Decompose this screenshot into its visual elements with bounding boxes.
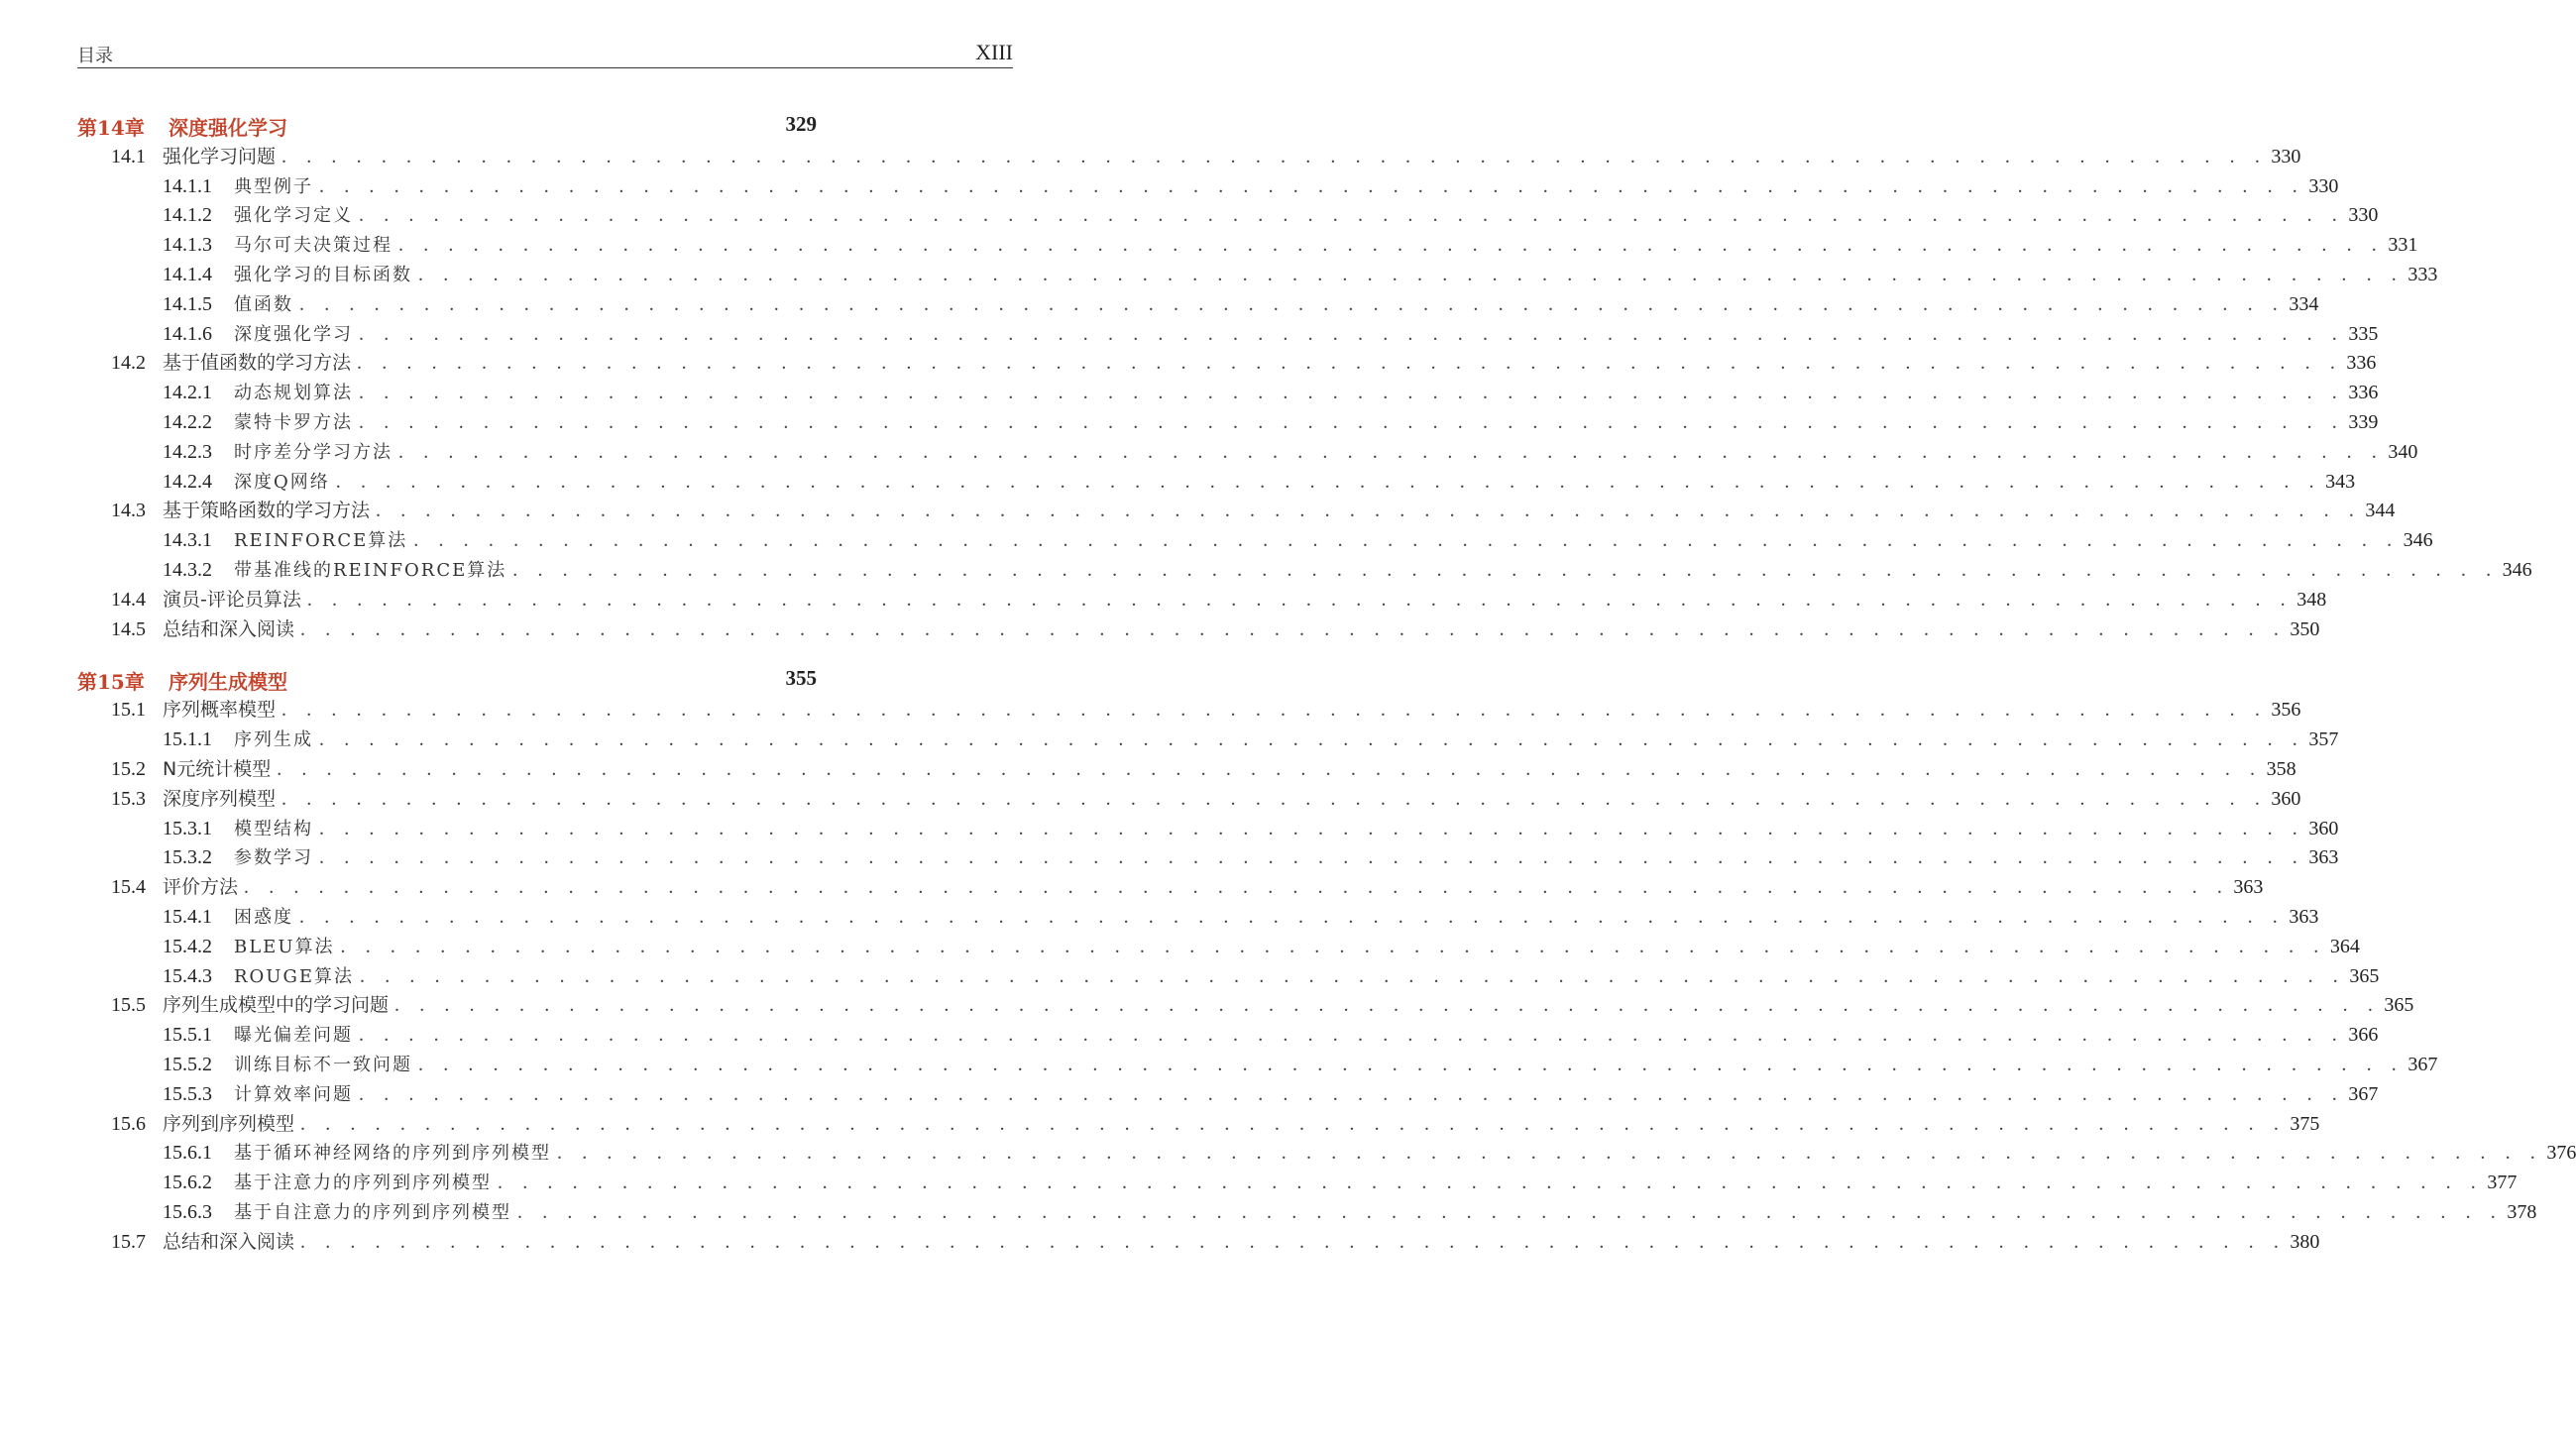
entry-page-number: 330 [2308, 174, 2339, 197]
dot-leader: . . . . . . . . . . . . . . . . . . . . . . . . . . . . . . . . . . . . . . . . . . . . . . . . . . . . . . . . . . . . . . . . . . . . . . . . . . . . . . . . [418, 1053, 2405, 1075]
dot-leader: . . . . . . . . . . . . . . . . . . . . . . . . . . . . . . . . . . . . . . . . . . . . . . . . . . . . . . . . . . . . . . . . . . . . . . . . . . . . . . . . [376, 500, 2362, 522]
dot-leader: . . . . . . . . . . . . . . . . . . . . . . . . . . . . . . . . . . . . . . . . . . . . . . . . . . . . . . . . . . . . . . . . . . . . . . . . . . . . . . . . [359, 410, 2345, 433]
entry-page-number: 365 [2349, 964, 2380, 987]
entry-number: 15.2 [111, 757, 146, 780]
chapter-gap [77, 641, 817, 663]
entry-page-number: 336 [2348, 382, 2379, 404]
dot-leader: . . . . . . . . . . . . . . . . . . . . . . . . . . . . . . . . . . . . . . . . . . . . . . . . . . . . . . . . . . . . . . . . . . . . . . . . . . . . . . . . [300, 1230, 2287, 1253]
entry-page-number: 358 [2266, 757, 2296, 780]
entry-title: 计算效率问题 [234, 1083, 353, 1105]
toc-section-entry[interactable] [77, 869, 2264, 899]
table-of-contents [77, 109, 2576, 1254]
entry-page-number: 363 [2289, 905, 2319, 928]
entry-page-number: 357 [2308, 728, 2339, 751]
entry-number: 14.3.1 [163, 529, 212, 552]
dot-leader: . . . . . . . . . . . . . . . . . . . . . . . . . . . . . . . . . . . . . . . . . . . . . . . . . . . . . . . . . . . . . . . . . . . . . . . . . . . . . . . . [335, 470, 2322, 493]
entry-title: 基于自注意力的序列到序列模型 [234, 1201, 511, 1223]
entry-page-number: 360 [2271, 787, 2301, 810]
dot-leader: . . . . . . . . . . . . . . . . . . . . . . . . . . . . . . . . . . . . . . . . . . . . . . . . . . . . . . . . . . . . . . . . . . . . . . . . . . . . . . . . [398, 234, 2385, 257]
entry-page-number: 330 [2271, 145, 2301, 168]
toc-section-entry[interactable] [77, 346, 2377, 376]
entry-title: 演员-评论员算法 [163, 588, 301, 611]
entry-page-number: 350 [2290, 617, 2320, 640]
toc-subsection-entry[interactable] [77, 1076, 2379, 1106]
entry-title: 基于循环神经网络的序列到序列模型 [234, 1143, 551, 1165]
entry-page-number: 365 [2384, 994, 2414, 1017]
entry-title: 总结和深入阅读 [163, 617, 295, 640]
entry-title: ROUGE算法 [234, 965, 354, 987]
entry-page-number: 340 [2388, 440, 2418, 463]
entry-title: 基于策略函数的学习方法 [163, 500, 371, 522]
entry-page-number: 377 [2487, 1172, 2518, 1194]
toc-subsection-entry[interactable] [77, 1017, 2379, 1047]
toc-subsection-entry[interactable] [77, 899, 2319, 929]
entry-title: 强化学习的目标函数 [234, 264, 412, 285]
toc-section-entry[interactable] [77, 1224, 2320, 1254]
entry-page-number: 360 [2308, 817, 2339, 839]
entry-page-number: 343 [2325, 470, 2356, 493]
dot-leader: . . . . . . . . . . . . . . . . . . . . . . . . . . . . . . . . . . . . . . . . . . . . . . . . . . . . . . . . . . . . . . . . . . . . . . . . . . . . . . . . [319, 174, 2305, 197]
entry-number: 15.4.2 [163, 935, 212, 957]
entry-number: 15.5.1 [163, 1024, 212, 1047]
toc-subsection-entry[interactable] [77, 198, 2379, 228]
dot-leader: . . . . . . . . . . . . . . . . . . . . . . . . . . . . . . . . . . . . . . . . . . . . . . . . . . . . . . . . . . . . . . . . . . . . . . . . . . . . . . . . [398, 440, 2385, 463]
entry-page-number: 380 [2290, 1230, 2320, 1253]
chapter-title: 序列生成模型 [168, 669, 287, 694]
entry-number: 14.1.3 [163, 234, 212, 257]
entry-title: 基于值函数的学习方法 [163, 352, 352, 375]
entry-number: 15.4.1 [163, 905, 212, 928]
dot-leader: . . . . . . . . . . . . . . . . . . . . . . . . . . . . . . . . . . . . . . . . . . . . . . . . . . . . . . . . . . . . . . . . . . . . . . . . . . . . . . . . [277, 757, 2263, 780]
entry-title: 序列生成模型中的学习问题 [163, 994, 390, 1017]
entry-number: 15.6.3 [163, 1200, 212, 1223]
entry-number: 15.3.1 [163, 817, 212, 839]
entry-number: 15.3 [111, 787, 146, 810]
entry-title: 训练目标不一致问题 [234, 1054, 412, 1075]
entry-page-number: 339 [2348, 410, 2379, 433]
chapter-title: 深度强化学习 [168, 116, 287, 140]
dot-leader: . . . . . . . . . . . . . . . . . . . . . . . . . . . . . . . . . . . . . . . . . . . . . . . . . . . . . . . . . . . . . . . . . . . . . . . . . . . . . . . . [281, 145, 2268, 168]
dot-leader: . . . . . . . . . . . . . . . . . . . . . . . . . . . . . . . . . . . . . . . . . . . . . . . . . . . . . . . . . . . . . . . . . . . . . . . . . . . . . . . . [359, 382, 2345, 404]
toc-section-entry[interactable] [77, 781, 2301, 811]
entry-page-number: 333 [2408, 263, 2438, 285]
entry-title: 序列概率模型 [163, 699, 277, 722]
dot-leader: . . . . . . . . . . . . . . . . . . . . . . . . . . . . . . . . . . . . . . . . . . . . . . . . . . . . . . . . . . . . . . . . . . . . . . . . . . . . . . . . [319, 817, 2305, 839]
toc-section-entry[interactable] [77, 693, 2301, 723]
header-section-title: 目录 [77, 46, 113, 66]
entry-title: 动态规划算法 [234, 383, 353, 404]
entry-title: 序列生成 [234, 729, 313, 751]
entry-page-number: 367 [2408, 1053, 2438, 1075]
entry-number: 14.3 [111, 500, 146, 522]
entry-number: 15.7 [111, 1230, 146, 1253]
entry-title: 马尔可夫决策过程 [234, 235, 392, 257]
entry-title: 序列到序列模型 [163, 1112, 295, 1135]
dot-leader: . . . . . . . . . . . . . . . . . . . . . . . . . . . . . . . . . . . . . . . . . . . . . . . . . . . . . . . . . . . . . . . . . . . . . . . . . . . . . . . . [359, 204, 2345, 227]
entry-number: 14.5 [111, 617, 146, 640]
dot-leader: . . . . . . . . . . . . . . . . . . . . . . . . . . . . . . . . . . . . . . . . . . . . . . . . . . . . . . . . . . . . . . . . . . . . . . . . . . . . . . . . [413, 529, 2400, 552]
entry-page-number: 363 [2308, 846, 2339, 869]
entry-number: 15.6 [111, 1112, 146, 1135]
entry-page-number: 331 [2388, 234, 2418, 257]
toc-section-entry[interactable] [77, 494, 2396, 523]
toc-subsection-entry[interactable] [77, 227, 2418, 257]
toc-section-entry[interactable] [77, 751, 2296, 781]
entry-title: 带基准线的REINFORCE算法 [234, 559, 507, 581]
entry-number: 14.1.6 [163, 322, 212, 345]
dot-leader: . . . . . . . . . . . . . . . . . . . . . . . . . . . . . . . . . . . . . . . . . . . . . . . . . . . . . . . . . . . . . . . . . . . . . . . . . . . . . . . . [300, 617, 2287, 640]
toc-subsection-entry[interactable] [77, 1047, 2438, 1076]
toc-subsection-entry[interactable] [77, 1194, 2537, 1224]
toc-section-entry[interactable] [77, 612, 2320, 641]
dot-leader: . . . . . . . . . . . . . . . . . . . . . . . . . . . . . . . . . . . . . . . . . . . . . . . . . . . . . . . . . . . . . . . . . . . . . . . . . . . . . . . . [359, 1082, 2345, 1105]
toc-subsection-entry[interactable] [77, 522, 2433, 552]
entry-title: 值函数 [234, 293, 293, 315]
toc-subsection-entry[interactable] [77, 929, 2360, 958]
entry-page-number: 366 [2348, 1024, 2379, 1047]
entry-title: N元统计模型 [163, 757, 272, 780]
entry-page-number: 335 [2348, 322, 2379, 345]
entry-number: 15.6.2 [163, 1172, 212, 1194]
toc-subsection-entry[interactable] [77, 464, 2356, 494]
toc-subsection-entry[interactable] [77, 1165, 2518, 1194]
entry-page-number: 378 [2507, 1200, 2537, 1223]
dot-leader: . . . . . . . . . . . . . . . . . . . . . . . . . . . . . . . . . . . . . . . . . . . . . . . . . . . . . . . . . . . . . . . . . . . . . . . . . . . . . . . . [517, 1200, 2504, 1223]
entry-number: 15.3.2 [163, 846, 212, 869]
dot-leader: . . . . . . . . . . . . . . . . . . . . . . . . . . . . . . . . . . . . . . . . . . . . . . . . . . . . . . . . . . . . . . . . . . . . . . . . . . . . . . . . [300, 1112, 2287, 1135]
toc-subsection-entry[interactable] [77, 811, 2339, 840]
entry-title: 时序差分学习方法 [234, 441, 392, 463]
entry-number: 14.2 [111, 352, 146, 375]
entry-number: 15.6.1 [163, 1142, 212, 1165]
toc-subsection-entry[interactable] [77, 434, 2418, 464]
toc-subsection-entry[interactable] [77, 168, 2339, 198]
entry-number: 14.2.1 [163, 382, 212, 404]
entry-number: 14.2.3 [163, 440, 212, 463]
toc-subsection-entry[interactable] [77, 840, 2339, 870]
entry-title: 基于注意力的序列到序列模型 [234, 1173, 492, 1194]
dot-leader: . . . . . . . . . . . . . . . . . . . . . . . . . . . . . . . . . . . . . . . . . . . . . . . . . . . . . . . . . . . . . . . . . . . . . . . . . . . . . . . . [357, 352, 2343, 375]
entry-number: 14.3.2 [163, 558, 212, 581]
toc-subsection-entry[interactable] [77, 958, 2380, 988]
entry-page-number: 363 [2233, 876, 2264, 899]
dot-leader: . . . . . . . . . . . . . . . . . . . . . . . . . . . . . . . . . . . . . . . . . . . . . . . . . . . . . . . . . . . . . . . . . . . . . . . . . . . . . . . . [319, 846, 2305, 869]
entry-title: 参数学习 [234, 847, 313, 869]
toc-section-entry[interactable] [77, 582, 2327, 612]
toc-subsection-entry[interactable] [77, 1136, 2576, 1166]
chapter-page-number: 329 [785, 112, 817, 136]
entry-page-number: 356 [2271, 699, 2301, 722]
entry-number: 14.1 [111, 145, 146, 168]
dot-leader: . . . . . . . . . . . . . . . . . . . . . . . . . . . . . . . . . . . . . . . . . . . . . . . . . . . . . . . . . . . . . . . . . . . . . . . . . . . . . . . . [512, 558, 2499, 581]
entry-title: 曝光偏差问题 [234, 1025, 353, 1047]
entry-title: 典型例子 [234, 175, 313, 197]
entry-title: 蒙特卡罗方法 [234, 411, 353, 433]
dot-leader: . . . . . . . . . . . . . . . . . . . . . . . . . . . . . . . . . . . . . . . . . . . . . . . . . . . . . . . . . . . . . . . . . . . . . . . . . . . . . . . . [394, 994, 2381, 1017]
dot-leader: . . . . . . . . . . . . . . . . . . . . . . . . . . . . . . . . . . . . . . . . . . . . . . . . . . . . . . . . . . . . . . . . . . . . . . . . . . . . . . . . [244, 876, 2230, 899]
entry-number: 14.1.4 [163, 263, 212, 285]
entry-number: 15.4 [111, 876, 146, 899]
entry-page-number: 364 [2329, 935, 2360, 957]
entry-page-number: 344 [2365, 500, 2396, 522]
entry-number: 14.1.5 [163, 292, 212, 315]
dot-leader: . . . . . . . . . . . . . . . . . . . . . . . . . . . . . . . . . . . . . . . . . . . . . . . . . . . . . . . . . . . . . . . . . . . . . . . . . . . . . . . . [281, 787, 2268, 810]
toc-section-entry[interactable] [77, 988, 2414, 1018]
entry-title: 深度强化学习 [234, 323, 353, 345]
dot-leader: . . . . . . . . . . . . . . . . . . . . . . . . . . . . . . . . . . . . . . . . . . . . . . . . . . . . . . . . . . . . . . . . . . . . . . . . . . . . . . . . [340, 935, 2326, 957]
entry-title: 模型结构 [234, 818, 313, 839]
entry-page-number: 336 [2346, 352, 2377, 375]
entry-title: 总结和深入阅读 [163, 1230, 295, 1253]
toc-subsection-entry[interactable] [77, 257, 2438, 286]
toc-subsection-entry[interactable] [77, 552, 2532, 582]
dot-leader: . . . . . . . . . . . . . . . . . . . . . . . . . . . . . . . . . . . . . . . . . . . . . . . . . . . . . . . . . . . . . . . . . . . . . . . . . . . . . . . . [299, 292, 2286, 315]
entry-page-number: 346 [2403, 529, 2433, 552]
toc-subsection-entry[interactable] [77, 375, 2379, 404]
entry-number: 15.1 [111, 699, 146, 722]
chapter-page-number: 355 [785, 665, 817, 690]
entry-title: 评价方法 [163, 876, 239, 899]
entry-page-number: 348 [2296, 588, 2327, 611]
entry-number: 14.2.2 [163, 410, 212, 433]
dot-leader: . . . . . . . . . . . . . . . . . . . . . . . . . . . . . . . . . . . . . . . . . . . . . . . . . . . . . . . . . . . . . . . . . . . . . . . . . . . . . . . . [319, 728, 2305, 751]
toc-section-entry[interactable] [77, 1106, 2320, 1136]
toc-subsection-entry[interactable] [77, 404, 2379, 434]
dot-leader: . . . . . . . . . . . . . . . . . . . . . . . . . . . . . . . . . . . . . . . . . . . . . . . . . . . . . . . . . . . . . . . . . . . . . . . . . . . . . . . . [281, 699, 2268, 722]
entry-page-number: 376 [2546, 1142, 2576, 1165]
dot-leader: . . . . . . . . . . . . . . . . . . . . . . . . . . . . . . . . . . . . . . . . . . . . . . . . . . . . . . . . . . . . . . . . . . . . . . . . . . . . . . . . [359, 1024, 2345, 1047]
entry-title: REINFORCE算法 [234, 530, 408, 552]
chapter-label: 第15章 [77, 669, 145, 694]
entry-page-number: 375 [2290, 1112, 2320, 1135]
entry-number: 15.1.1 [163, 728, 212, 751]
entry-page-number: 330 [2348, 204, 2379, 227]
chapter-heading[interactable] [77, 663, 817, 693]
entry-page-number: 367 [2348, 1082, 2379, 1105]
toc-subsection-entry[interactable] [77, 286, 2319, 316]
dot-leader: . . . . . . . . . . . . . . . . . . . . . . . . . . . . . . . . . . . . . . . . . . . . . . . . . . . . . . . . . . . . . . . . . . . . . . . . . . . . . . . . [418, 263, 2405, 285]
entry-number: 14.1.2 [163, 204, 212, 227]
entry-number: 15.5 [111, 994, 146, 1017]
entry-number: 14.1.1 [163, 174, 212, 197]
entry-page-number: 346 [2502, 558, 2532, 581]
entry-title: 强化学习定义 [234, 205, 353, 227]
entry-number: 15.4.3 [163, 964, 212, 987]
dot-leader: . . . . . . . . . . . . . . . . . . . . . . . . . . . . . . . . . . . . . . . . . . . . . . . . . . . . . . . . . . . . . . . . . . . . . . . . . . . . . . . . [498, 1172, 2484, 1194]
dot-leader: . . . . . . . . . . . . . . . . . . . . . . . . . . . . . . . . . . . . . . . . . . . . . . . . . . . . . . . . . . . . . . . . . . . . . . . . . . . . . . . . [299, 905, 2286, 928]
entry-number: 14.4 [111, 588, 146, 611]
dot-leader: . . . . . . . . . . . . . . . . . . . . . . . . . . . . . . . . . . . . . . . . . . . . . . . . . . . . . . . . . . . . . . . . . . . . . . . . . . . . . . . . [359, 322, 2345, 345]
chapter-label: 第14章 [77, 116, 145, 140]
entry-title: 深度序列模型 [163, 787, 277, 810]
entry-title: 深度Q网络 [234, 471, 330, 493]
entry-title: 困惑度 [234, 906, 293, 928]
toc-subsection-entry[interactable] [77, 722, 2339, 751]
chapter-heading[interactable] [77, 109, 817, 139]
dot-leader: . . . . . . . . . . . . . . . . . . . . . . . . . . . . . . . . . . . . . . . . . . . . . . . . . . . . . . . . . . . . . . . . . . . . . . . . . . . . . . . . [306, 588, 2294, 611]
entry-title: BLEU算法 [234, 936, 335, 957]
entry-number: 15.5.2 [163, 1053, 212, 1075]
entry-number: 15.5.3 [163, 1082, 212, 1105]
dot-leader: . . . . . . . . . . . . . . . . . . . . . . . . . . . . . . . . . . . . . . . . . . . . . . . . . . . . . . . . . . . . . . . . . . . . . . . . . . . . . . . . [360, 964, 2346, 987]
entry-number: 14.2.4 [163, 470, 212, 493]
entry-page-number: 334 [2289, 292, 2319, 315]
header-page-number: XIII [975, 40, 1013, 64]
dot-leader: . . . . . . . . . . . . . . . . . . . . . . . . . . . . . . . . . . . . . . . . . . . . . . . . . . . . . . . . . . . . . . . . . . . . . . . . . . . . . . . . [557, 1142, 2543, 1165]
toc-subsection-entry[interactable] [77, 316, 2379, 346]
page-header [77, 40, 1013, 68]
toc-section-entry[interactable] [77, 139, 2301, 168]
entry-title: 强化学习问题 [163, 145, 277, 168]
